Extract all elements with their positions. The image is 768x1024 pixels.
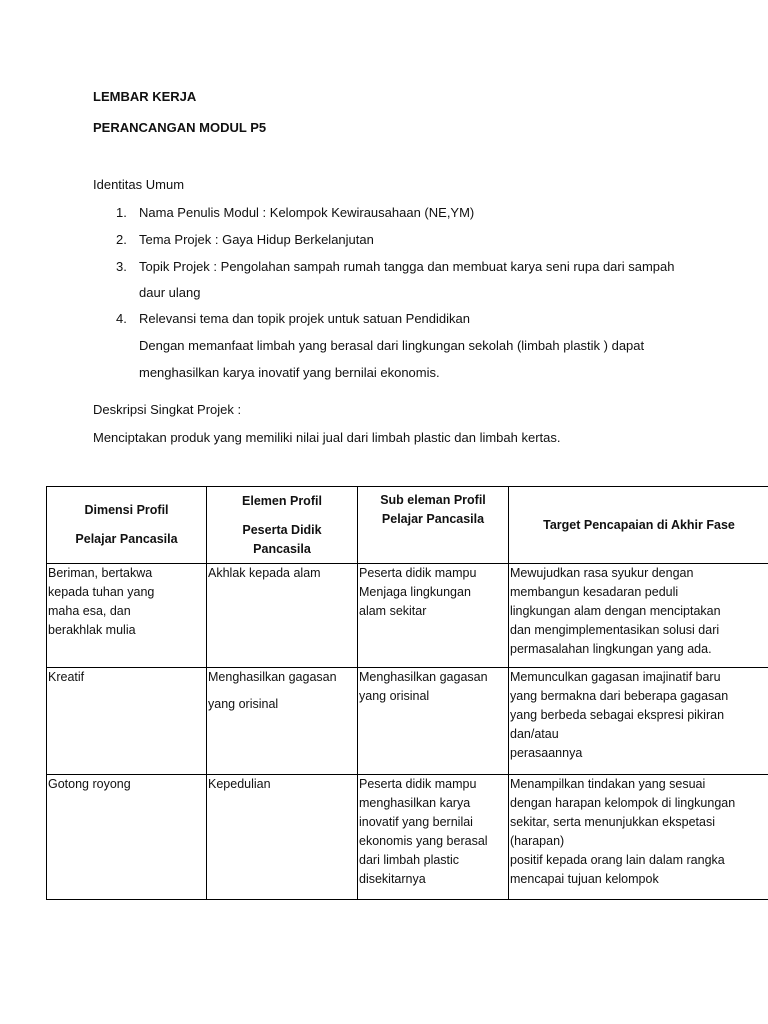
cell-line: Menghasilkan gagasan: [208, 670, 337, 684]
cell-line: lingkungan alam dengan menciptakan: [510, 604, 721, 618]
cell-line: alam sekitar: [359, 604, 427, 618]
cell-line: Gotong royong: [48, 777, 131, 791]
cell-line: membangun kesadaran peduli: [510, 585, 679, 599]
identitas-heading: Identitas Umum: [93, 177, 185, 192]
cell-line: positif kepada orang lain dalam rangka: [510, 853, 725, 867]
list-item-text: daur ulang: [139, 285, 201, 300]
table-cell: [47, 564, 207, 668]
list-item-text: Relevansi tema dan topik projek untuk satuan Pendidikan: [139, 311, 470, 326]
cell-line: Kepedulian: [208, 777, 271, 791]
cell-line: Beriman, bertakwa: [48, 566, 153, 580]
table-header-cell: [358, 487, 509, 564]
cell-line: kepada tuhan yang: [48, 585, 155, 599]
deskripsi-text: Menciptakan produk yang memiliki nilai jual dari limbah plastic dan limbah kertas.: [93, 430, 561, 445]
cell-line: permasalahan lingkungan yang ada.: [510, 642, 712, 656]
cell-line: yang orisinal: [359, 689, 430, 703]
list-item-text: menghasilkan karya inovatif yang bernilai ekonomis.: [139, 365, 440, 380]
list-number: 2.: [116, 232, 127, 247]
cell-line: yang orisinal: [208, 697, 279, 711]
table-row: [47, 775, 768, 900]
cell-line: disekitarnya: [359, 872, 426, 886]
cell-line: dari limbah plastic: [359, 853, 460, 867]
table-cell: [47, 775, 207, 900]
list-item-text: Nama Penulis Modul : Kelompok Kewirausahaan (NE,YM): [139, 205, 475, 220]
cell-line: menghasilkan karya: [359, 796, 471, 810]
list-item-text: Topik Projek : Pengolahan sampah rumah tangga dan membuat karya seni rupa dari sampah: [139, 259, 675, 274]
header-line: Pancasila: [253, 541, 311, 556]
list-number: 1.: [116, 205, 127, 220]
table-cell: [509, 668, 768, 775]
cell-line: yang berbeda sebagai ekspresi pikiran: [510, 708, 725, 722]
table-header-cell: [509, 487, 768, 564]
table-row: [47, 564, 768, 668]
cell-line: Akhlak kepada alam: [208, 566, 321, 580]
cell-line: Menghasilkan gagasan: [359, 670, 488, 684]
table-cell: [47, 668, 207, 775]
document-subtitle: PERANCANGAN MODUL P5: [93, 120, 267, 135]
cell-line: dan mengimplementasikan solusi dari: [510, 623, 720, 637]
table-cell: [358, 668, 509, 775]
cell-line: inovatif yang bernilai: [359, 815, 473, 829]
cell-line: sekitar, serta menunjukkan ekspetasi: [510, 815, 715, 829]
cell-line: maha esa, dan: [48, 604, 131, 618]
deskripsi-heading: Deskripsi Singkat Projek :: [93, 402, 242, 417]
header-line: Pelajar Pancasila: [75, 532, 178, 546]
profile-table: [46, 486, 768, 900]
table-cell: [207, 564, 358, 668]
header-line: Sub eleman Profil: [380, 493, 486, 507]
table-cell: [358, 564, 509, 668]
header-line: Pelajar Pancasila: [381, 512, 485, 526]
cell-line: Memunculkan gagasan imajinatif baru: [510, 670, 721, 684]
cell-line: Peserta didik mampu: [359, 566, 477, 580]
list-item-text: Dengan memanfaat limbah yang berasal dari lingkungan sekolah (limbah plastik ) dapat: [139, 338, 645, 353]
cell-line: Peserta didik mampu: [359, 777, 477, 791]
cell-line: Kreatif: [48, 670, 85, 684]
header-line: Target Pencapaian di Akhir Fase: [543, 517, 735, 532]
table-header-cell: [207, 487, 358, 564]
table-cell: [358, 775, 509, 900]
cell-line: berakhlak mulia: [48, 623, 136, 637]
table-cell: [509, 775, 768, 900]
list-number: 4.: [116, 311, 127, 326]
cell-line: mencapai tujuan kelompok: [510, 872, 659, 886]
header-line: Peserta Didik: [242, 522, 322, 537]
table-header-cell: [47, 487, 207, 564]
list-number: 3.: [116, 259, 127, 274]
cell-line: Menampilkan tindakan yang sesuai: [510, 777, 706, 791]
cell-line: Mewujudkan rasa syukur dengan: [510, 566, 694, 580]
cell-line: dengan harapan kelompok di lingkungan: [510, 796, 736, 810]
cell-line: (harapan): [510, 834, 565, 848]
header-line: Dimensi Profil: [84, 503, 169, 517]
document-title: LEMBAR KERJA: [93, 89, 197, 104]
list-item-text: Tema Projek : Gaya Hidup Berkelanjutan: [139, 232, 374, 247]
cell-line: perasaannya: [510, 746, 583, 760]
table-header-row: [47, 487, 768, 564]
cell-line: ekonomis yang berasal: [359, 834, 488, 848]
table-row: [47, 668, 768, 775]
table-cell: [509, 564, 768, 668]
cell-line: yang bermakna dari beberapa gagasan: [510, 689, 729, 703]
cell-line: Menjaga lingkungan: [359, 585, 471, 599]
cell-line: dan/atau: [510, 727, 559, 741]
table-cell: [207, 775, 358, 900]
header-line: Elemen Profil: [242, 493, 322, 508]
table-cell: [207, 668, 358, 775]
